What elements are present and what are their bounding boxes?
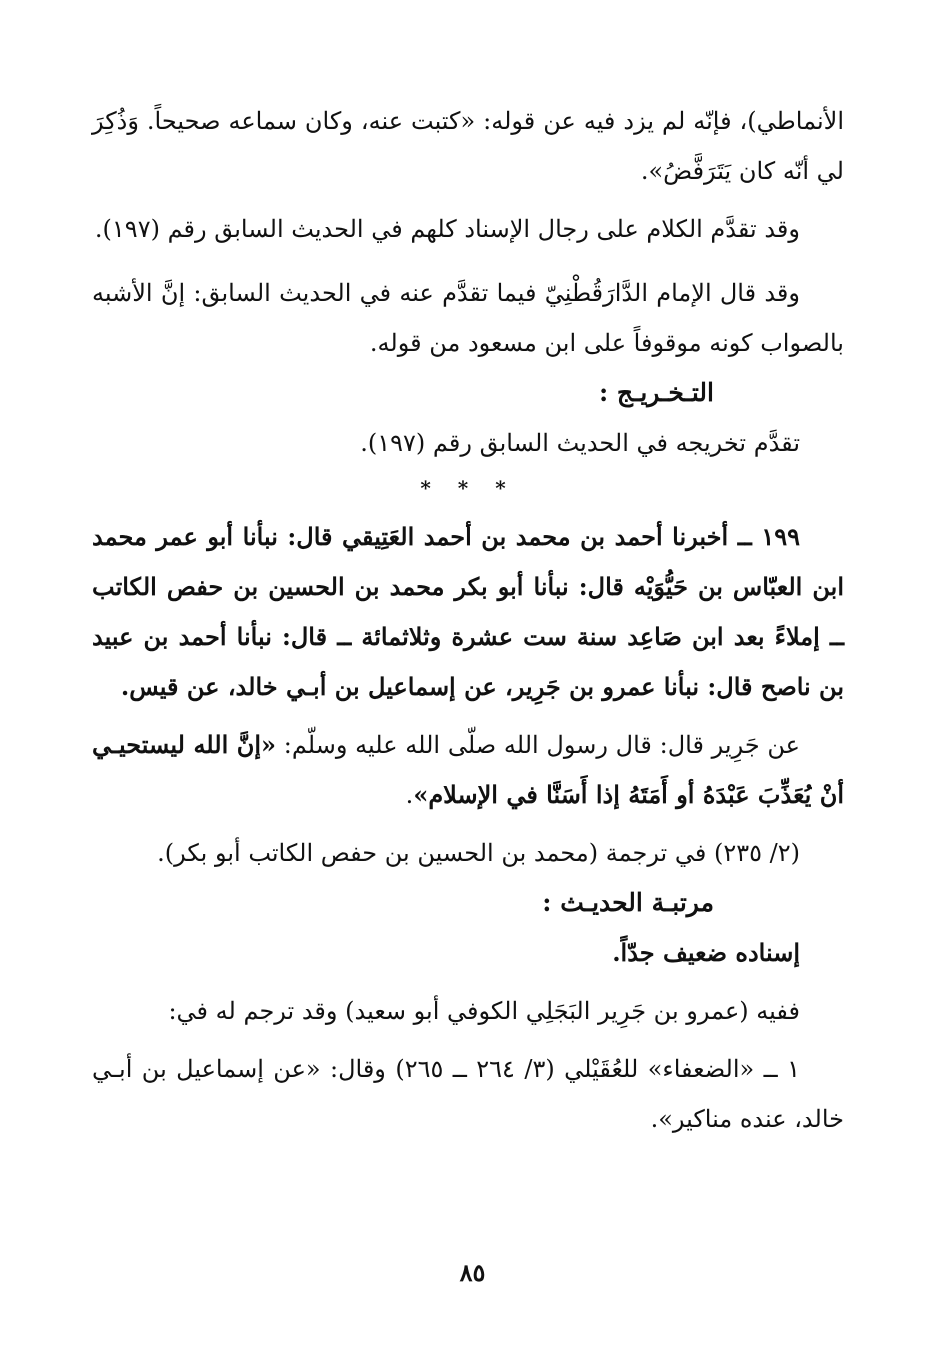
paragraph-hadith-isnad — [92, 512, 844, 712]
heading-rutba: مرتبـة الحديـث : — [542, 888, 714, 917]
paragraph-takhrij: تقدَّم تخريجه في الحديث السابق رقم (١٩٧). — [360, 429, 800, 457]
paragraph-grading: إسناده ضعيف جدّاً. — [612, 938, 800, 967]
section-separator: * * * — [420, 476, 516, 500]
book-page — [92, 96, 844, 1144]
paragraph-narrators-note: وقد تقدَّم الكلام على رجال الإسناد كلهم في الحديث السابق رقم (١٩٧). — [94, 215, 800, 243]
paragraph-daraqutni-note: وقد قال الإمام الدَّارَقُطْنِيّ فيما تقدَّم عنه في الحديث السابق: إنَّ الأشبه بالصواب كونه موقوفاً على ابن مسعود من قوله. — [92, 279, 844, 357]
hadith-text: «إنَّ الله ليستحيـي أنْ يُعَذِّبَ عَبْدَهُ أو أَمَتَهُ إذا أَسَنَّا في الإسلام» — [92, 730, 844, 809]
heading-takhrij: التـخـريـج : — [598, 378, 714, 407]
paragraph-reference: (٢/ ٢٣٥) في ترجمة (محمد بن الحسين بن حفص الكاتب أبو بكر). — [157, 839, 800, 867]
hadith-intro: عن جَرِير قال: قال رسول الله صلّى الله عليه وسلّم: — [276, 731, 801, 759]
hadith-isnad-text: ١٩٩ ــ أخبرنا أحمد بن محمد بن أحمد العَتِيقي قال: نبأنا أبو عمر محمد ابن العبّاس بن حَيُّوَيْه قال: نبأنا أبو بكر محمد بن الحسين بن حفص الكاتب ــ إملاءً بعد ابن صَاعِد سنة ست عشرة وثلاثمائة ــ قال: نبأنا أحمد بن عبيد بن ناصح قال: نبأنا عمرو بن جَرِير، عن إسماعيل بن أبـي خالد، عن قيس. — [92, 522, 844, 701]
paragraph-weakness: ففيه (عمرو بن جَرِير البَجَلِي الكوفي أبو سعيد) وقد ترجم له في: — [168, 997, 800, 1025]
page-number: ٨٥ — [459, 1258, 486, 1287]
hadith-end: . — [405, 781, 414, 809]
paragraph-hadith-matn — [92, 720, 844, 820]
paragraph-source-one: ١ ــ «الضعفاء» للعُقَيْلي (٣/ ٢٦٤ ــ ٢٦٥) وقال: «عن إسماعيل بن أبـي خالد، عنده مناكير». — [92, 1055, 844, 1133]
paragraph-continuation: الأنماطي)، فإنّه لم يزد فيه عن قوله: «كتبت عنه، وكان سماعه صحيحاً. وَذُكِرَ لي أنّه كان يَتَرَفَّضُ». — [92, 107, 844, 185]
